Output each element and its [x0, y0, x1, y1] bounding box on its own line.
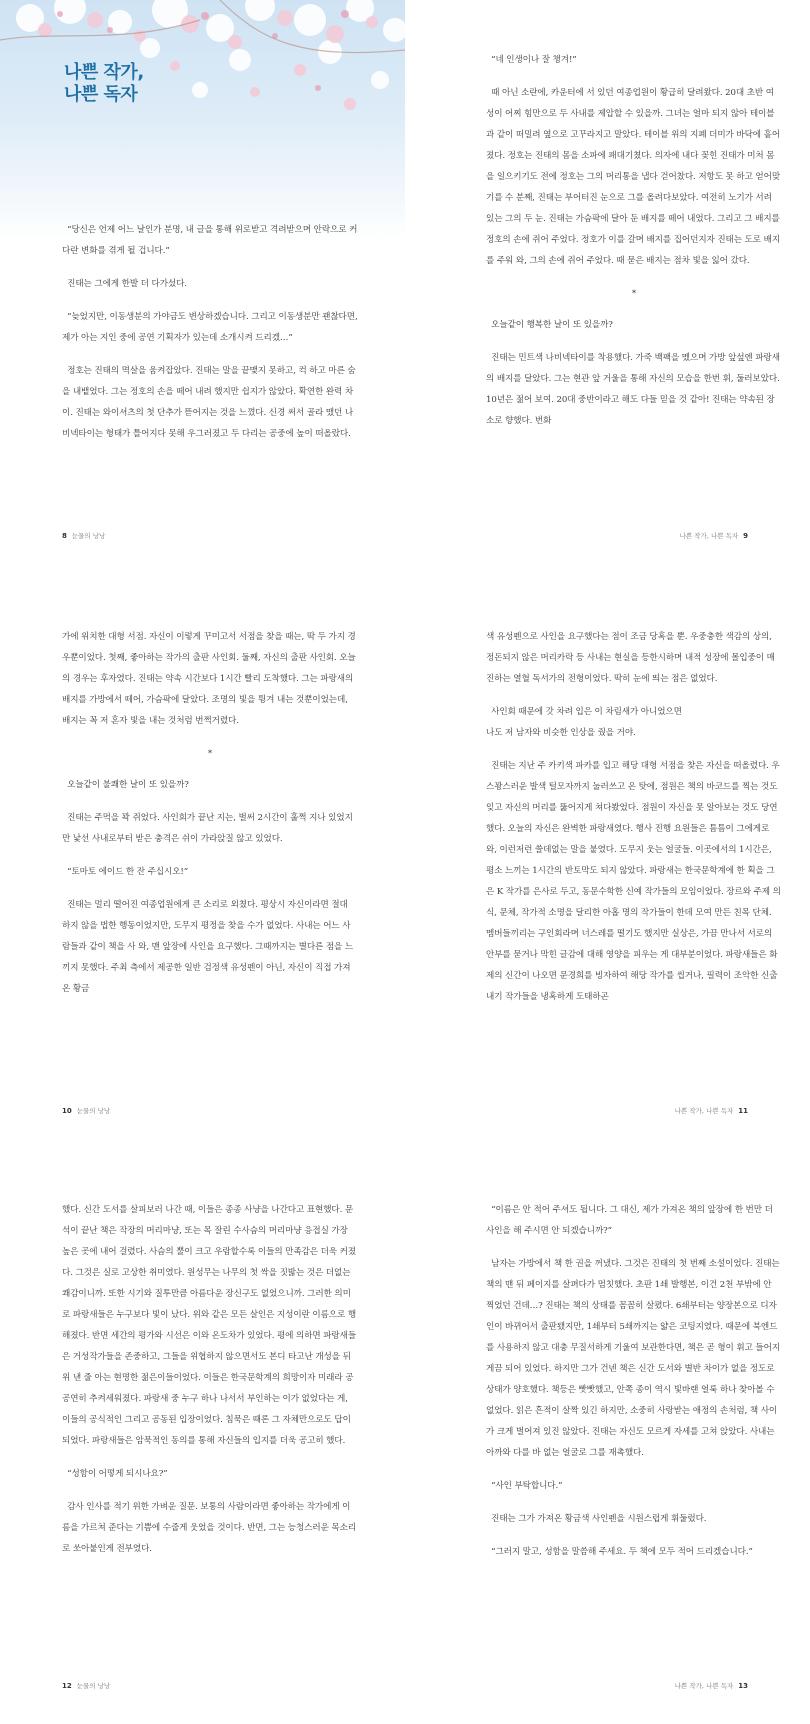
running-head: 나쁜 작가, 나쁜 독자 [674, 1682, 734, 1690]
page-13-body [486, 1200, 782, 1575]
chapter-title [64, 62, 144, 106]
paragraph: 정호는 진태의 멱살을 움켜잡았다. 진태는 말을 끝맺지 못하고, 컥 하고 마른 숨을 내뱉었다. 그는 정호의 손을 떼어 내려 했지만 쉽지가 않았다. 확연한 완력 차이. 진태는 와이셔츠의 첫 단추가 뜯어지는 것을 느꼈다. 신경 써서 골라 맸던 나비넥타이는 형태가 틀어지다 못해 우그러졌고 두 다리는 공중에 높이 떠올랐다. [62, 366, 356, 439]
paragraph: “토마토 에이드 한 잔 주십시오!” [67, 867, 189, 877]
paragraph: 색 유성펜으로 사인을 요구했다는 점이 조금 당혹을 뿐. 우중충한 색감의 상의, 정돈되지 않은 머리카락 등 사내는 현실을 등한시하며 내적 성장에 몰입중이 매진하는 열혈 독서가의 전형이었다. 딱히 눈에 띄는 점은 없었다. [486, 632, 775, 684]
page-13 [405, 1150, 810, 1724]
page-number: 9 [743, 532, 748, 540]
paragraph: 때 아닌 소란에, 카운터에 서 있던 여종업원이 황급히 달려왔다. 20대 초반 여성이 어찌 힘만으로 두 사내를 제압할 수 있을까. 그녀는 얼마 되지 않아 테이블과 같이 떠밀려 옆으로 고꾸라지고 말았다. 테이블 위의 지폐 더미가 바닥에 흩어졌다. 정호는 진태의 몸을 소파에 패대기쳤다. 의자에 내다 꽂힌 진태가 미처 몸을 일으키기도 전에 정호는 그의 머리통을 냅다 걷어찼다. 저항도 못 하고 얻어맞기를 수 분째, 진태는 부어터진 눈으로 그를 올려다보았다. 여전히 노기가 서려 있는 그의 두 눈. 진태는 가슴팍에 달아 둔 배지를 떼어 내었다. 그리고 그 배지를 정호의 손에 쥐어 주었다. 정호가 이를 갈며 배지를 집어던지자 진태는 도로 배지를 주워 와, 그의 손에 쥐어 주었다. 때 묻은 배지는 점차 빛을 잃어 갔다. [486, 88, 781, 266]
paragraph: “늦었지만, 이동생분의 가야금도 변상하겠습니다. 그리고 이동생분만 괜찮다면, 제가 아는 지인 중에 공연 기획자가 있는데 소개시켜 드리겠…” [62, 312, 358, 343]
paragraph: 오늘같이 불쾌한 날이 또 있을까? [67, 780, 189, 790]
page-10 [0, 575, 405, 1149]
paragraph: “당신은 언제 어느 날인가 분명, 내 글을 통해 위로받고 격려받으며 안락으로 커다란 변화를 겪게 될 겁니다.” [62, 225, 358, 256]
page-number: 12 [62, 1682, 72, 1690]
spread-2 [0, 575, 810, 1149]
spread-3 [0, 1150, 810, 1724]
paragraph: 진태는 주먹을 꽉 쥐었다. 사인회가 끝난 지는, 벌써 2시간이 훌쩍 지나 있었지만 낯선 사내로부터 받은 충격은 쉬이 가라앉질 않고 있었다. [62, 813, 353, 844]
chapter-title-line-1: 나쁜 작가, [64, 62, 144, 83]
running-head: 나쁜 작가, 나쁜 독자 [674, 1107, 734, 1115]
page-12 [0, 1150, 405, 1724]
page-12-body [62, 1200, 358, 1572]
paragraph: 진태는 지난 주 카키색 파카를 입고 해당 대형 서점을 찾은 자신을 떠올렸다. 우스꽝스러운 발색 털모자까지 눌러쓰고 온 탓에, 점원은 책의 바코드를 찍는 것도 잊고 자신의 머리를 뚫어지게 쳐다봤었다. 점원이 자신을 못 알아보는 것도 당연했다. 오늘의 자신은 완벽한 파랑새였다. 행사 진행 요원들은 틈틈이 그에게로 와, 이런저런 쓸데없는 말을 붙였다. 도무지 웃는 얼굴들. 이곳에서의 1시간은, 평소 느끼는 1시간의 반토막도 되지 않았다. 파랑새는 한국문학계에 한 획을 그은 K 작가를 은사로 두고, 동문수학한 신예 작가들의 모임이었다. 장르와 주제 의식, 문체, 작가적 소명을 달리한 아홉 명의 작가들이 한데 모여 만든 친목 단체. 멤버들끼리는 구인회라며 너스레를 떨기도 했지만 실상은, 가끔 만나서 서로의 안부를 묻거나 막힌 글감에 대해 영양을 피우는 게 대부분이었다. 파랑새들은 화제의 신간이 나오면 문경희를 빙자하여 해당 작가를 씹거나, 필력이 조악한 신출내기 작가들을 냉혹하게 도태하곤 [486, 761, 781, 1002]
page-9-body [486, 50, 782, 444]
running-head: 눈물의 낭낭 [76, 1107, 111, 1115]
paragraph: “사인 부탁합니다.” [491, 1481, 563, 1491]
folio-10 [62, 1106, 115, 1115]
running-head: 나쁜 작가, 나쁜 독자 [679, 532, 739, 540]
paragraph: 진태는 민트색 나비넥타이를 착용했다. 가죽 백팩을 멨으며 가방 앞섶엔 파랑새의 배지를 달았다. 그는 현관 앞 거울을 통해 자신의 모습을 한번 휘, 둘러보았다. 10년은 젊어 보여. 20대 중반이라고 해도 다들 믿을 것 같아! 진태는 약속된 장소로 향했다. 번화 [486, 353, 780, 426]
paragraph: 진태는 그가 가져온 황금색 사인펜을 시원스럽게 휘둘렀다. [491, 1514, 707, 1524]
page-number: 13 [738, 1682, 748, 1690]
cherry-blossom-illustration [0, 0, 405, 240]
page-number: 8 [62, 532, 67, 540]
paragraph: “성함이 어떻게 되시나요?” [67, 1469, 168, 1479]
running-head: 눈물의 낭낭 [76, 1682, 111, 1690]
page-9 [405, 0, 810, 574]
running-head: 눈물의 낭낭 [71, 532, 106, 540]
paragraph: 남자는 가방에서 책 한 권을 꺼냈다. 그것은 진태의 첫 번째 소설이었다. 진태는 책의 맨 뒤 페이지를 살펴다가 멈칫했다. 초판 1쇄 발행본, 이건 2천 부밖에 안 찍었던 건데…? 진태는 책의 상태를 꼼꼼히 살폈다. 6쇄부터는 양장본으로 디자인이 바뀌어서 출판됐지만, 1쇄부터 5쇄까지는 얇은 코팅지였다. 때문에 북엔드를 사용하지 않고 대충 무질서하게 기울여 보관한다면, 책은 곧 형이 휘고 들어지게끔 되어 있었다. 하지만 그가 건넨 책은 신간 도서와 별반 차이가 없을 정도로 상태가 양호했다. 책등은 빳빳했고, 안쪽 종이 역시 빛바랜 얼룩 하나 찾아볼 수 없었다. 읽은 흔적이 살짝 있긴 하지만, 소중히 사랑받는 애정의 손처럼, 책 사이가 크게 벌어져 있진 않았다. 진태는 자신도 모르게 자세를 고쳐 앉았다. 사내는 아까와 다를 바 없는 얼굴로 그를 재촉했다. [486, 1259, 781, 1458]
chapter-title-line-2: 나쁜 독자 [64, 84, 138, 105]
paragraph: 가에 위치한 대형 서점. 자신이 이렇게 꾸미고서 서점을 찾을 때는, 딱 두 가지 경우뿐이었다. 첫째, 좋아하는 작가의 출판 사인회. 둘째, 자신의 출판 사인회. 오늘의 경우는 후자였다. 진태는 약속 시간보다 1시간 빨리 도착했다. 그는 파랑새의 배지를 가방에서 떼어, 가슴팍에 달았다. 조명의 빛을 튕겨 내는 것뿐이었는데, 배지는 꼭 저 혼자 빛을 내는 것처럼 번쩍거렸다. [62, 632, 356, 726]
paragraph: “그러지 말고, 성함을 말씀해 주세요. 두 책에 모두 적어 드리겠습니다.” [491, 1547, 753, 1557]
page-11 [405, 575, 810, 1149]
folio-13 [670, 1681, 748, 1690]
page-10-body [62, 627, 358, 1012]
paragraph: 진태는 멀리 떨어진 여종업원에게 큰 소리로 외쳤다. 평상시 자신이라면 절대 하지 않을 법한 행동이었지만, 도무지 평정을 찾을 수가 없었다. 사내는 어느 사람들과 같이 책을 사 와, 맨 앞장에 사인을 요구했다. 그때까지는 별다른 점을 느끼지 못했다. 주최 측에서 제공한 일반 검정색 유성펜이 아닌, 자신이 직접 가져온 황금 [62, 900, 354, 994]
folio-8 [62, 531, 110, 540]
folio-11 [670, 1106, 748, 1115]
folio-9 [675, 531, 748, 540]
page-8-body [62, 220, 358, 457]
blossom-image [0, 0, 405, 240]
inner-monologue: 사인회 때문에 갓 차려 입은 이 차림새가 아니었으면 나도 저 남자와 비슷한 인상을 줬을 거야. [486, 707, 682, 738]
paragraph: “네 인생이나 잘 챙겨!” [491, 55, 577, 65]
paragraph: 진태는 그에게 한발 더 다가섰다. [67, 279, 187, 289]
paragraph: 오늘같이 행복한 날이 또 있을까? [491, 320, 613, 330]
folio-12 [62, 1681, 115, 1690]
page-8 [0, 0, 405, 574]
paragraph: 감사 인사를 적기 위한 가벼운 질문. 보통의 사람이라면 좋아하는 작가에게 이름을 가르쳐 준다는 기쁨에 수줍게 웃었을 것이다. 반면, 그는 능청스러운 목소리로 쏘아붙인게 전부였다. [62, 1502, 357, 1554]
section-break: * [207, 749, 213, 759]
page-number: 11 [738, 1107, 748, 1115]
spread-1 [0, 0, 810, 574]
page-number: 10 [62, 1107, 72, 1115]
paragraph: 했다. 신간 도서를 살피보러 나간 때, 이들은 종종 사냥을 나간다고 표현했다. 문석이 끝난 책은 작장의 머리마냥, 또는 목 잘린 수사슴의 머리마냥 응접실 가장 높은 곳에 내어 걸렸다. 사슴의 뿔이 크고 우람할수록 이들의 만족감은 더욱 커졌다. 그것은 실로 고상한 취미였다. 원성무는 나무의 첫 싹을 짓밟는 것은 더없는 쾌감이니까. 또한 시기와 질투만큼 아름다운 장신구도 없었으니까. 그러한 의미로 파랑새들은 누구보다 빛이 났다. 위와 같은 모든 살인은 지성이란 이름으로 행해졌다. 반면 세간의 평가와 시선은 이와 온도차가 있었다. 평에 의하면 파랑새들은 거성작가들을 존중하고, 그들을 위협하지 않으면서도 본디 타고난 개성을 뒤위 낸 줄 아는 현명한 젊은이들이었다. 이들은 한국문학계의 희망이자 미래라 공공연히 추켜세워졌다. 파랑새 중 누구 하나 나서서 부인하는 이가 없었다는 게, 이들의 공식적인 그리고 공동된 입장이었다. 침묵은 때론 그 자체만으로도 답이 되었다. 파랑새들은 암묵적인 동의를 통해 자신들의 입지를 더욱 공고히 했다. [62, 1205, 357, 1446]
paragraph: “이름은 안 적어 주셔도 됩니다. 그 대신, 제가 가져온 책의 앞장에 한 번만 더 사인을 해 주시면 안 되겠습니까?” [486, 1205, 773, 1236]
section-break: * [631, 289, 637, 299]
page-11-body [486, 627, 782, 1020]
